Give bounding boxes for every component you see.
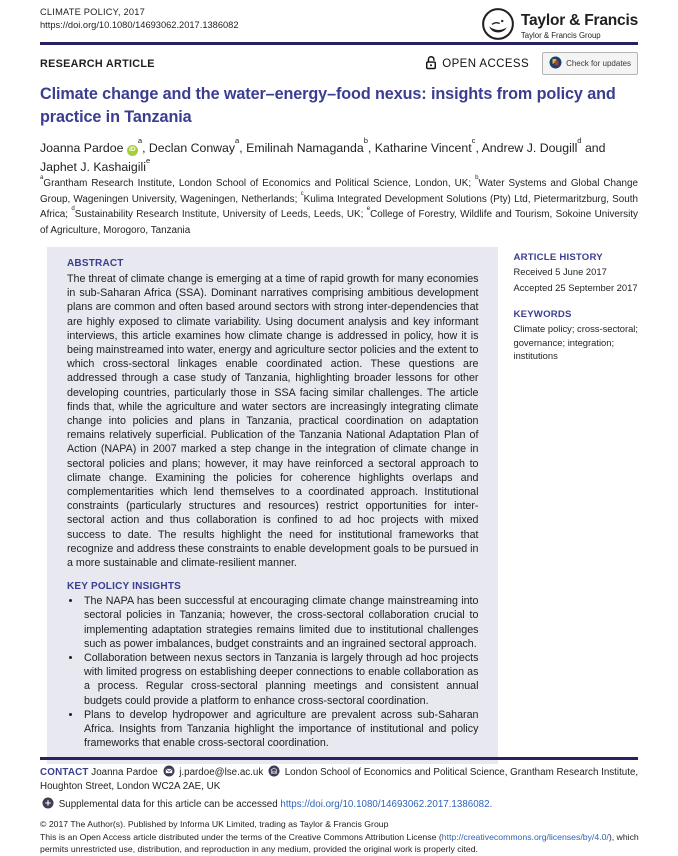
article-type-label: RESEARCH ARTICLE: [40, 57, 155, 70]
author-name: Emilinah Namaganda$^b$: [246, 136, 368, 155]
received-date: Received 5 June 2017: [513, 266, 607, 277]
check-for-updates-button[interactable]: [542, 52, 638, 75]
masthead-left: [40, 7, 239, 30]
keywords-list: Climate policy; cross-sectoral; governance; integration; institutions: [513, 323, 638, 362]
orcid-icon[interactable]: iD: [127, 145, 138, 156]
key-policy-insight: • The NAPA has been successful at encouraging climate change mainstreaming into sectoral policies in Tanzania; however, the cross-sectoral collaboration crucial to implementing adaptation strategies remains limited due to institutional challenges such as power imbalances, budget constraints and an ingrained sectoral approach.: [82, 594, 478, 651]
abstract-text: The threat of climate change is emerging at a time of rapid growth for many economies in sub-Saharan Africa (SSA). Dominant narratives comprising ambitious development plans are common and often based around sectors with strong inter-dependencies that are highly exposed to climate variability. Using document analysis and key informant interviews, this article examines how climate change is addressed in policy, how it is being mainstreamed into water, energy and agriculture sector policies and the extent to which cross-sectoral linkages enable coordinated action. These questions are addressed through a case study of Tanzania, highlighting broader lessons for other developing countries, particularly those in SSA facing similar challenges. The article finds that, while the agriculture and water sectors are increasingly integrating climate change into policies and plans in Tanzania, practical coordination on adaptation remains relatively superficial. Publication of the Tanzania National Adaptation Plan of Action (NAPA) in 2007 marked a step change in the integration of climate change in sectoral policies and plans; however, it may have reinforced a sectoral approach to climate change. Examining the policies for coherence highlights overlaps and complementarities which lend themselves to a coordinated approach. Institutional constraints (particularly structures and resources) restrict opportunities for inter-sectoral action and thus collaboration is confined to ad hoc projects with mixed success to date. The results highlight the need for institutional frameworks that recognize and address these constraints to enable development goals to be pursued in a more sustainable and climate-resilient manner.: [67, 273, 479, 570]
author-name: Japhet J. Kashaigili$^e$: [40, 155, 151, 175]
supplemental-text: Supplemental data for this article can be accessed: [58, 799, 281, 811]
key-policy-insight: • Collaboration between nexus sectors in Tanzania is largely through ad hoc projects with limited progress on establishing deeper connections to enable collaboration as a process. Regular cross-sectoral planning meetings and consistent annual budgets could provide a platform to enhance cross-sectoral coordination.: [82, 651, 478, 708]
article-history-heading: ARTICLE HISTORY: [513, 252, 603, 263]
publisher-wordmark: [521, 13, 638, 39]
badges-group: [425, 52, 638, 75]
author-name: Katharine Vincent$^c$: [374, 136, 476, 155]
author-name: Joanna Pardoe $iD^a$: [40, 136, 143, 155]
author-name: Declan Conway$^a$: [148, 136, 240, 155]
license-text-post: ), which permits unrestricted use, distribution, and reproduction in any medium, provided the original work is properly cited.: [40, 832, 639, 854]
contact-block: [40, 765, 640, 794]
taylor-francis-lamp-icon: [481, 7, 515, 46]
license-statement: [40, 832, 640, 856]
plus-circle-icon: [42, 797, 54, 809]
publisher-group: Taylor & Francis Group: [520, 30, 601, 40]
article-doi: https://doi.org/10.1080/14693062.2017.1386082: [40, 20, 239, 30]
license-text-pre: This is an Open Access article distributed under the terms of the Creative Commons Attribution License (: [40, 832, 442, 843]
check-for-updates-label: Check for updates: [566, 59, 631, 68]
publisher-name: Taylor & Francis: [520, 12, 638, 30]
header-divider: [40, 42, 638, 45]
abstract-section: [40, 247, 638, 764]
open-access-label: OPEN ACCESS: [442, 57, 530, 70]
open-access-badge: [425, 55, 529, 73]
article-title: Climate change and the water–energy–food nexus: insights from policy and practice in Tanzania: [40, 85, 616, 126]
supplemental-note: [40, 797, 640, 811]
article-footer: [40, 765, 640, 856]
masthead: [40, 7, 638, 46]
contact-email[interactable]: j.pardoe@lse.ac.uk: [179, 767, 264, 778]
open-lock-icon: [425, 55, 437, 73]
abstract-box: [47, 247, 498, 764]
affiliations: $^a$Grantham Research Institute, London School of Economics and Political Science, London, UK; $^b$Water Systems and Global Change Group, Wageningen University, Wageningen, Netherlands; $^c$Kulima Integrated Development Solutions (Pty) Ltd, Pietermaritzburg, South Africa; $^d$Sustainability Research Institute, University of Leeds, Leeds, UK; $^e$College of Forestry, Wildlife and Tourism, Sokoine University of Agriculture, Morogoro, Tanzania: [40, 173, 638, 236]
journal-name: CLIMATE POLICY, 2017: [40, 7, 145, 17]
building-icon: [268, 765, 280, 777]
key-policy-insights-heading: KEY POLICY INSIGHTS: [67, 581, 182, 593]
envelope-icon: [163, 765, 175, 777]
license-link[interactable]: http://creativecommons.org/licenses/by/4.0/: [441, 832, 609, 843]
contact-name: Joanna Pardoe: [91, 767, 158, 778]
footer-divider: [40, 757, 638, 760]
supplemental-doi-link[interactable]: https://doi.org/10.1080/14693062.2017.1386082.: [280, 799, 493, 811]
author-name: Andrew J. Dougill$^d$: [481, 136, 582, 155]
crossmark-icon: [549, 56, 562, 71]
keywords-heading: KEYWORDS: [513, 309, 572, 321]
publisher-logo[interactable]: [481, 7, 638, 46]
key-policy-insight: • Plans to develop hydropower and agriculture are prevalent across sub-Saharan Africa. Insights from Tanzania highlight the importance of institutional and policy frameworks that enable cross-sectoral coordination.: [82, 708, 478, 751]
contact-label: CONTACT: [40, 767, 89, 778]
copyright-line: © 2017 The Author(s). Published by Informa UK Limited, trading as Taylor & Francis Group: [40, 819, 389, 830]
key-policy-insights-list: [67, 594, 478, 750]
author-list: Joanna Pardoe $iD^a$, Declan Conway$^a$, Emilinah Namaganda$^b$, Katharine Vincent$^c$, Andrew J. Dougill$^d$ and Japhet J. Kashaigili$^e$: [40, 136, 606, 175]
article-type-row: [40, 52, 638, 75]
article-meta-sidebar: [513, 247, 638, 363]
accepted-date: Accepted 25 September 2017: [513, 281, 638, 293]
contact-address: London School of Economics and Political Science, Grantham Research Institute, Houghton Street, London WC2A 2AE, UK: [40, 767, 639, 793]
abstract-heading: ABSTRACT: [67, 258, 124, 269]
